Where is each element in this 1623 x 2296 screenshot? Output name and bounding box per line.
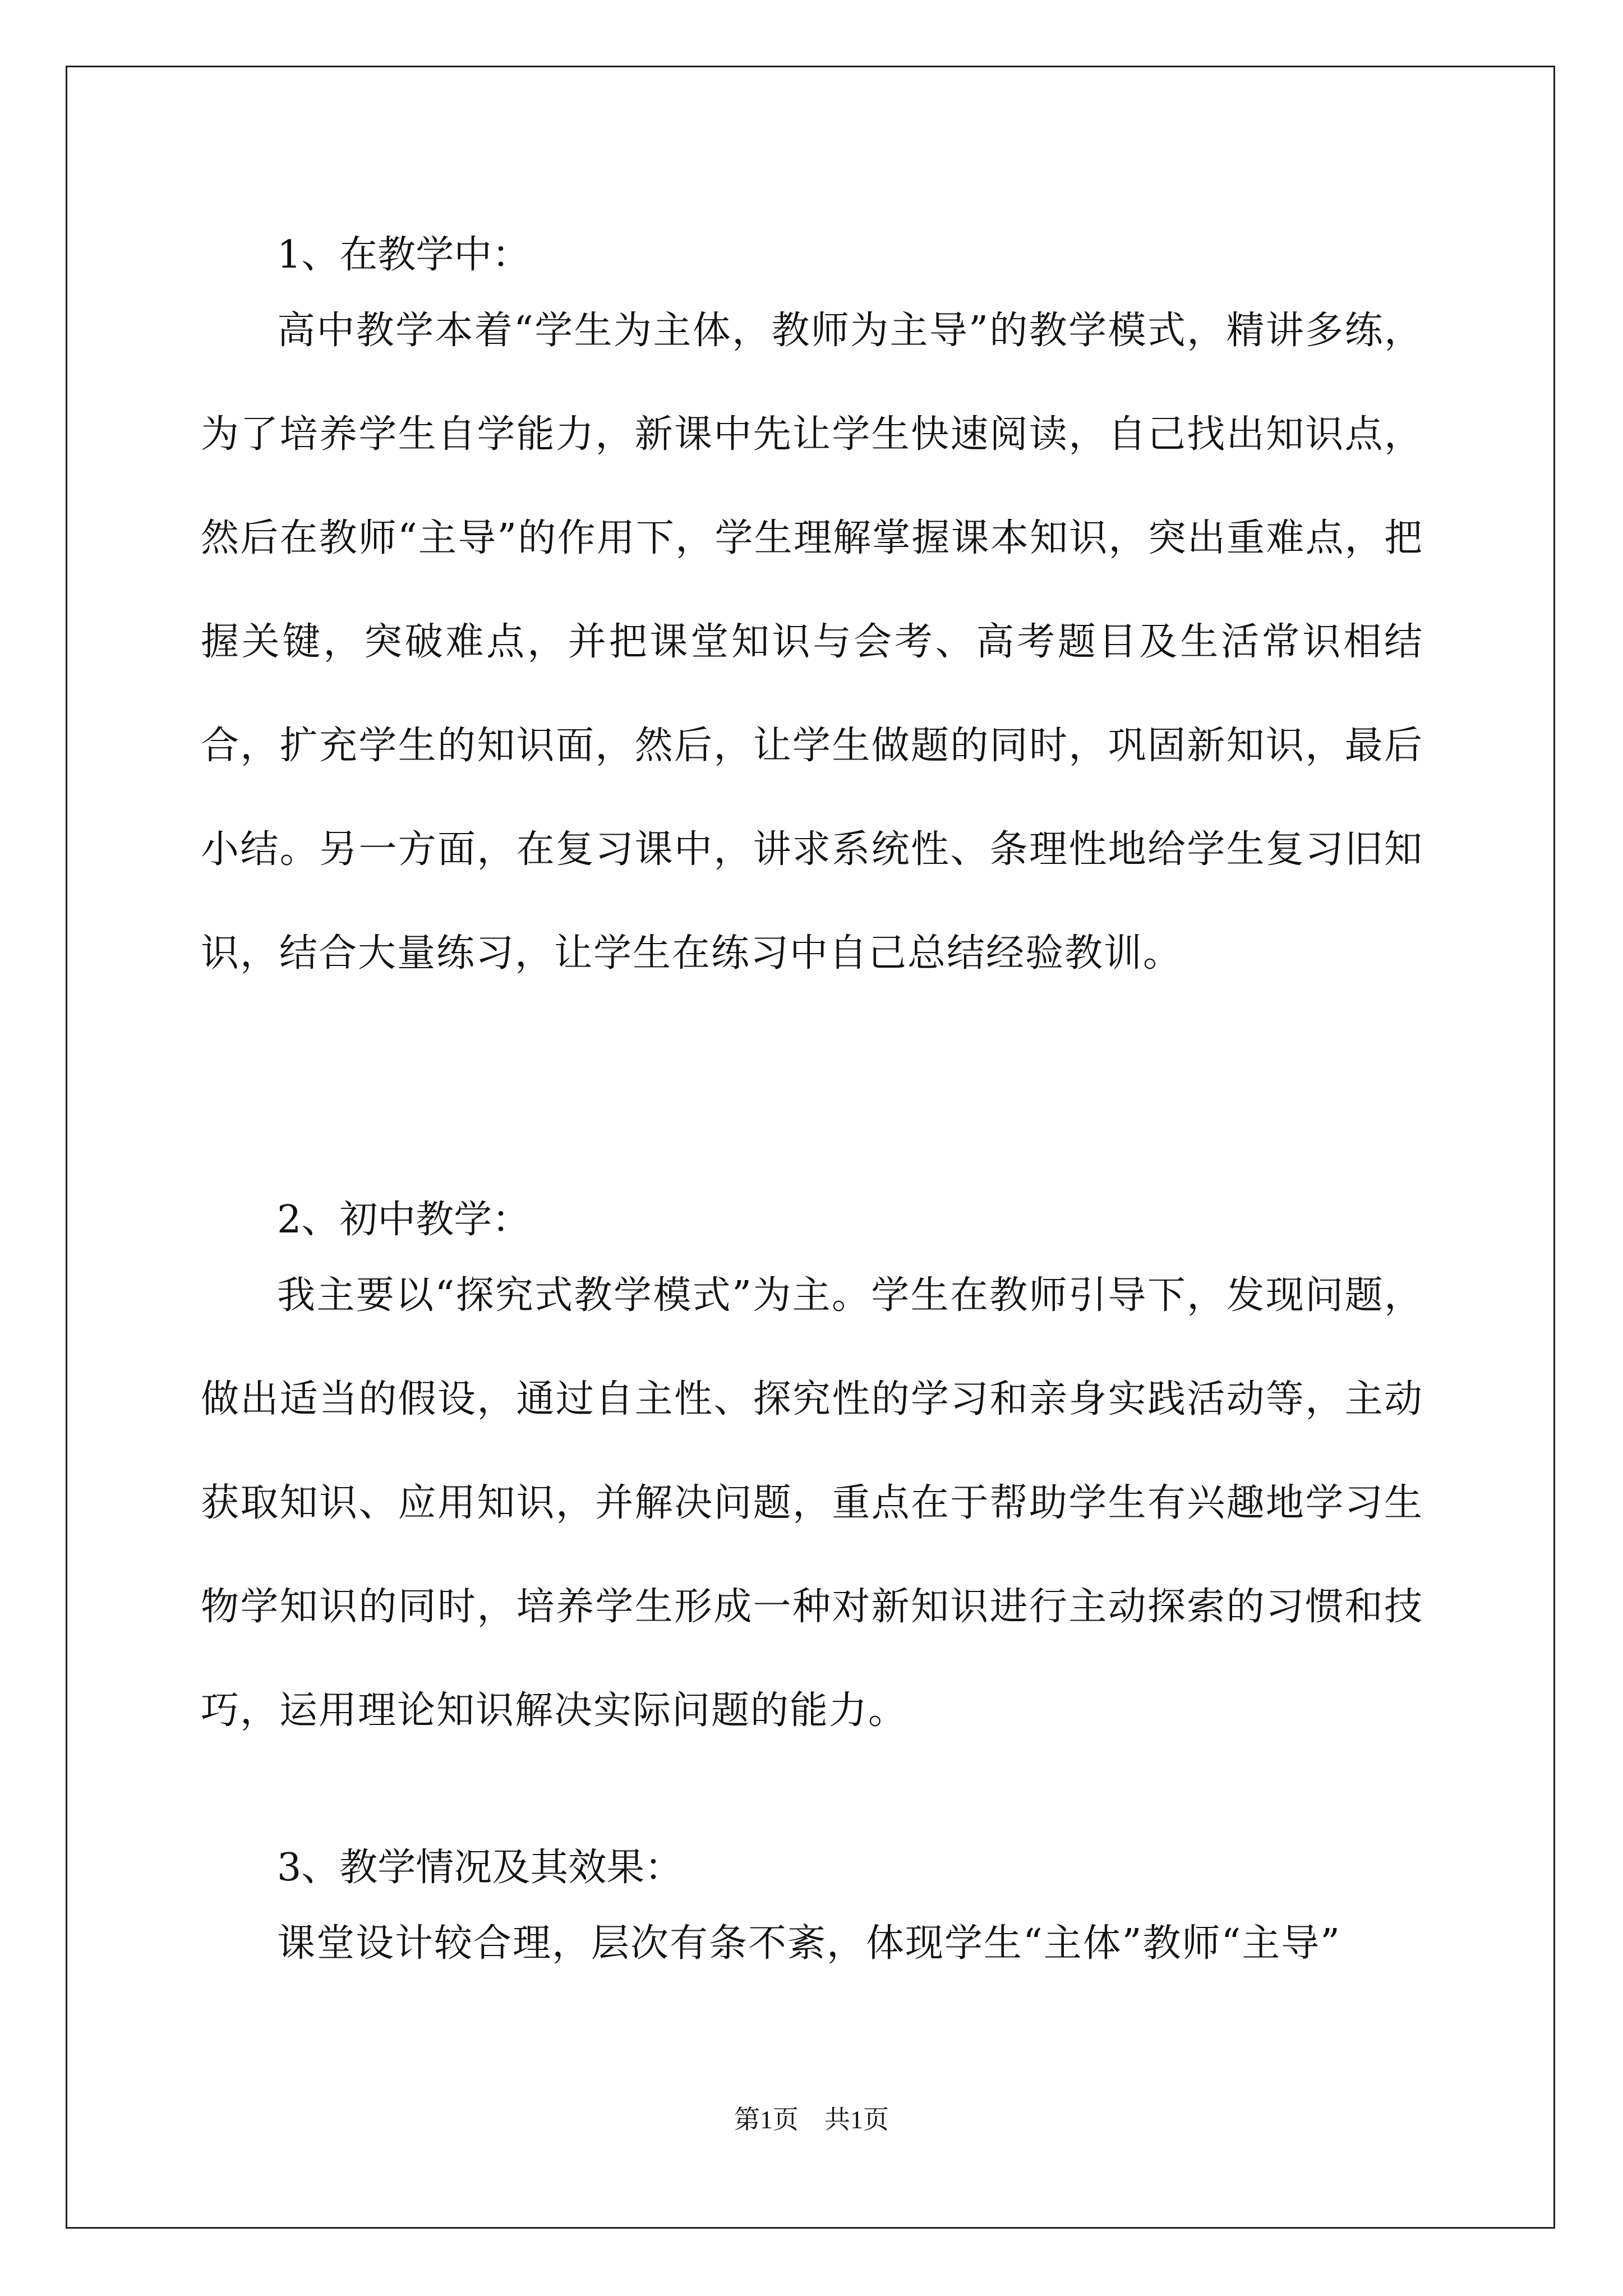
section-2-body: 我主要以“探究式教学模式”为主。学生在教师引导下，发现问题，做出适当的假设，通过自主性、探究性的学习和亲身实践活动等，主动获取知识、应用知识，并解决问题，重点在于帮助学生有兴趣地学习生物学知识的同时，培养学生形成一种对新知识进行主动探索的习惯和技巧，运用理论知识解决实际问题的能力。 <box>201 1273 1423 1733</box>
page-number-footer: 第1页 共1页 <box>734 2105 889 2134</box>
section-3-heading: 3、教学情况及其效果： <box>277 1846 683 1890</box>
section-1-heading: 1、在教学中： <box>277 233 531 277</box>
section-3-body: 课堂设计较合理，层次有条不紊，体现学生“主体”教师“主导” <box>277 1921 1341 1966</box>
section-2-heading: 2、初中教学： <box>277 1198 531 1242</box>
section-1-body: 高中教学本着“学生为主体，教师为主导”的教学模式，精讲多练，为了培养学生自学能力，新课中先让学生快速阅读，自己找出知识点，然后在教师“主导”的作用下，学生理解掌握课本知识，突出重难点，把握关键，突破难点，并把课堂知识与会考、高考题目及生活常识相结合，扩充学生的知识面，然后，让学生做题的同时，巩固新知识，最后小结。另一方面，在复习课中，讲求系统性、条理性地给学生复习旧知识，结合大量练习，让学生在练习中自己总结经验教训。 <box>201 309 1423 976</box>
